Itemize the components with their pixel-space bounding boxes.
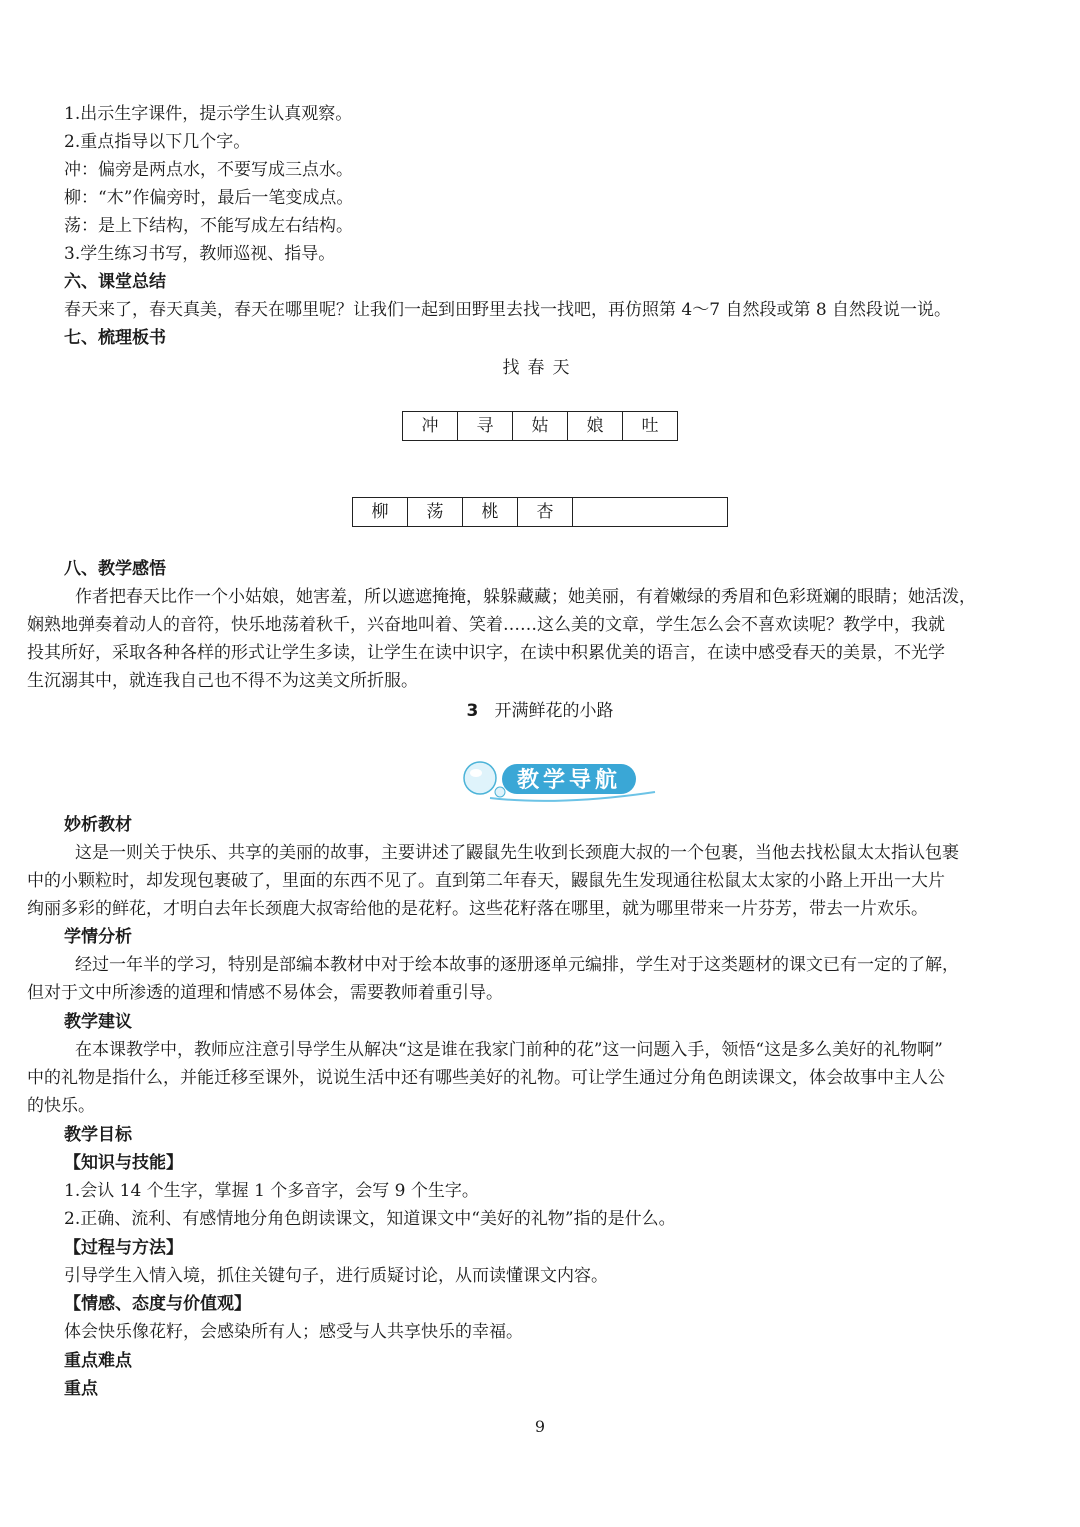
paragraph-line: 中的礼物是指什么，并能迁移至课外，说说生活中还有哪些美好的礼物。可让学生通过分角色朗读课文，体会故事中主人公: [27, 1068, 945, 1088]
text-line: 柳：“木”作偏旁时，最后一笔变成点。: [64, 188, 354, 208]
paragraph-line: 经过一年半的学习，特别是部编本教材中对于绘本故事的逐册逐单元编排，学生对于这类题材的课文已有一定的了解，: [75, 955, 959, 975]
paragraph-line: 绚丽多彩的鲜花，才明白去年长颈鹿大叔寄给他的是花籽。这些花籽落在哪里，就为哪里带来一片芬芳，带去一片欢乐。: [27, 899, 928, 919]
text-line: 2.正确、流利、有感情地分角色朗读课文，知道课文中“美好的礼物”指的是什么。: [64, 1209, 676, 1229]
board-cell: 娘: [568, 412, 623, 440]
text-line: 体会快乐像花籽，会感染所有人；感受与人共享快乐的幸福。: [64, 1322, 523, 1342]
section-heading: 八、教学感悟: [64, 559, 166, 579]
summary-text: 春天来了，春天真美，春天在哪里呢？让我们一起到田野里去找一找吧，再仿照第 4～7 自然段或第 8 自然段说一说。: [64, 300, 952, 320]
board-cell: 吐: [641, 416, 659, 436]
board-cell: 寻: [458, 412, 513, 440]
teaching-nav-banner: [460, 756, 660, 806]
section-heading: 教学建议: [64, 1012, 132, 1032]
lesson-number: 3: [466, 701, 479, 721]
paragraph-line: 在本课教学中，教师应注意引导学生从解决“这是谁在我家门前种的花”这一问题入手，领悟“这是多么美好的礼物啊”: [75, 1040, 943, 1060]
paragraph-line: 生沉溺其中，就连我自己也不得不为这美文所折服。: [27, 671, 418, 691]
paragraph-line: 这是一则关于快乐、共享的美丽的故事，主要讲述了鼹鼠先生收到长颈鹿大叔的一个包裹，当他去找松鼠太太指认包裹: [75, 843, 959, 863]
paragraph-line: 中的小颗粒时，却发现包裹破了，里面的东西不见了。直到第二年春天，鼹鼠先生发现通往松鼠太太家的小路上开出一大片: [27, 871, 945, 891]
text-line: 1.出示生字课件，提示学生认真观察。: [64, 104, 353, 124]
paragraph-line: 娴熟地弹奏着动人的音符，快乐地荡着秋千，兴奋地叫着、笑着……这么美的文章，学生怎么会不喜欢读呢？教学中，我就: [27, 615, 945, 635]
page-number: 9: [534, 1417, 546, 1436]
sub-heading: 【知识与技能】: [64, 1153, 183, 1173]
section-heading: 六、课堂总结: [64, 272, 166, 292]
banner-text: 教学导航: [516, 768, 622, 793]
board-row: [402, 411, 678, 441]
text-line: 3.学生练习书写，教师巡视、指导。: [64, 244, 336, 264]
board-row: [352, 497, 728, 527]
board-title: 找春天: [502, 358, 578, 378]
text-line: 引导学生入情入境，抓住关键句子，进行质疑讨论，从而读懂课文内容。: [64, 1266, 608, 1286]
board-cell: 柳: [353, 498, 408, 526]
sub-heading: 重点: [64, 1379, 98, 1399]
text-line: 荡：是上下结构，不能写成左右结构。: [64, 216, 353, 236]
sub-heading: 【过程与方法】: [64, 1238, 183, 1258]
paragraph-line: 但对于文中所渗透的道理和情感不易体会，需要教师着重引导。: [27, 983, 503, 1003]
paragraph-line: 投其所好，采取各种各样的形式让学生多读，让学生在读中识字，在读中积累优美的语言，在读中感受春天的美景，不光学: [27, 643, 945, 663]
lesson-title: [0, 697, 1080, 725]
board-cell: 桃: [463, 498, 518, 526]
paragraph-line: 作者把春天比作一个小姑娘，她害羞，所以遮遮掩掩，躲躲藏藏；她美丽，有着嫩绿的秀眉和色彩斑斓的眼睛；她活泼，: [75, 587, 976, 607]
section-heading: 七、梳理板书: [64, 328, 166, 348]
bubble-icon: [464, 762, 496, 794]
board-cell: 姑: [513, 412, 568, 440]
board-cell: [573, 498, 727, 526]
section-heading: 学情分析: [64, 927, 132, 947]
sub-heading: 【情感、态度与价值观】: [64, 1294, 251, 1314]
section-heading: 妙析教材: [64, 815, 132, 835]
text-line: 1.会认 14 个生字，掌握 1 个多音字，会写 9 个生字。: [64, 1181, 479, 1201]
text-line: 2.重点指导以下几个字。: [64, 132, 251, 152]
bubble-icon: [495, 787, 505, 797]
bubble-highlight: [470, 769, 482, 777]
section-heading: 教学目标: [64, 1125, 132, 1145]
text-line: 冲：偏旁是两点水，不要写成三点水。: [64, 160, 353, 180]
board-cell: 杏: [518, 498, 573, 526]
board-cell: 荡: [408, 498, 463, 526]
board-cell: 冲: [403, 412, 458, 440]
section-heading: 重点难点: [64, 1351, 132, 1371]
paragraph-line: 的快乐。: [27, 1096, 95, 1116]
lesson-name: 开满鲜花的小路: [494, 701, 614, 721]
